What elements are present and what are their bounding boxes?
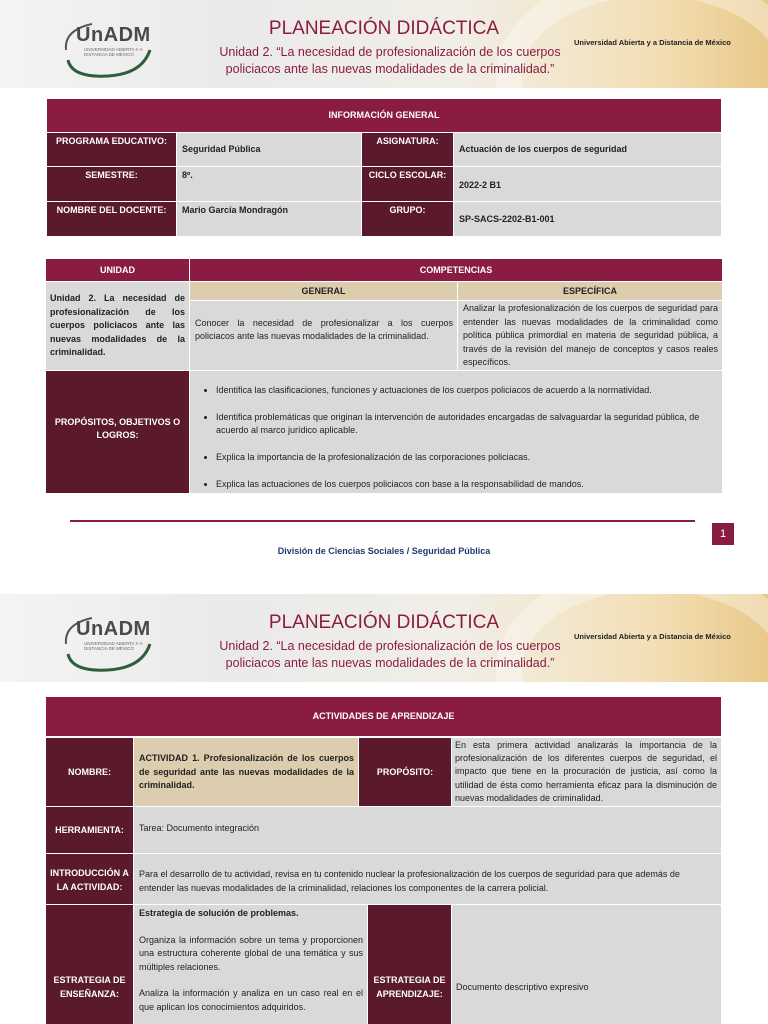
university-name: Universidad Abierta y a Distancia de México — [574, 632, 731, 641]
asignatura-label: ASIGNATURA: — [362, 133, 453, 166]
proposito-value: En esta primera actividad analizarás la importancia de la profesionalización de los diferentes cuerpos de seguridad, el impacto que tiene en la procuración de justicia, así como la utilidad de ésta como herramienta eficaz para la disminución de nuevas modalidades de criminalidad. — [452, 738, 721, 806]
docente-value: Mario García Mondragón — [177, 202, 361, 236]
propositos-list — [190, 384, 722, 491]
grupo-value: SP-SACS-2202-B1-001 — [454, 202, 721, 236]
grupo-label: GRUPO: — [362, 202, 453, 236]
asignatura-value: Actuación de los cuerpos de seguridad — [454, 133, 721, 166]
herramienta-value: Tarea: Documento integración — [134, 807, 721, 853]
aprendizaje-label: ESTRATEGIA DE APRENDIZAJE: — [368, 905, 451, 1024]
ensenanza-title: Estrategia de solución de problemas. — [139, 908, 299, 918]
list-item: • Identifica problemáticas que originan la intervención de autoridades encargadas de salvaguardar la seguridad pública, de acuerdo al marco jurídico aplicable. — [216, 411, 722, 437]
page-header-banner — [0, 594, 768, 682]
intro-value: Para el desarrollo de tu actividad, revisa en tu contenido nuclear la profesionalización de los cuerpos de seguridad para que además de entender las nuevas modalidades de la criminalidad, relaciones los componentes de la carrera policial. — [134, 854, 721, 904]
ensenanza-label: ESTRATEGIA DE ENSEÑANZA: — [46, 905, 133, 1024]
especifica-heading: ESPECÍFICA — [458, 282, 722, 300]
ciclo-value: 2022-2 B1 — [454, 167, 721, 201]
general-text: Conocer la necesidad de profesionalizar a los cuerpos policiacos ante las nuevas modalidades de la criminalidad. — [190, 301, 457, 370]
docente-label: NOMBRE DEL DOCENTE: — [47, 202, 176, 236]
ciclo-label: CICLO ESCOLAR: — [362, 167, 453, 201]
logo-text: UnADM — [76, 24, 151, 46]
footer-divider — [70, 520, 695, 522]
programa-label: PROGRAMA EDUCATIVO: — [47, 133, 176, 166]
logo-subtext: UNIVERSIDAD ABIERTA Y A DISTANCIA DE MÉXICO — [84, 47, 143, 57]
proposito-label: PROPÓSITO: — [359, 738, 451, 806]
programa-value: Seguridad Pública — [177, 133, 361, 166]
aprendizaje-value: Documento descriptivo expresivo — [452, 905, 721, 1024]
page-title: PLANEACIÓN DIDÁCTICA — [268, 18, 500, 39]
info-heading: INFORMACIÓN GENERAL — [47, 99, 721, 132]
university-name: Universidad Abierta y a Distancia de México — [574, 38, 731, 47]
competencias-heading: COMPETENCIAS — [190, 259, 722, 281]
list-item: • Identifica las clasificaciones, funciones y actuaciones de los cuerpos policiacos de acuerdo a la normatividad. — [216, 384, 722, 397]
page-2 — [0, 594, 768, 1024]
actividades-heading: ACTIVIDADES DE APRENDIZAJE — [46, 697, 721, 736]
page-subtitle: Unidad 2. “La necesidad de profesionalización de los cuerpos policiacos ante las nuevas modalidades de la criminalidad.” — [219, 45, 561, 76]
nombre-value: ACTIVIDAD 1. Profesionalización de los cuerpos de seguridad ante las nuevas modalidades de la criminalidad. — [134, 738, 358, 806]
unidad-heading: UNIDAD — [46, 259, 189, 281]
propositos-label: PROPÓSITOS, OBJETIVOS O LOGROS: — [46, 371, 189, 493]
herramienta-label: HERRAMIENTA: — [46, 807, 133, 853]
logo-subtext: UNIVERSIDAD ABIERTA Y A DISTANCIA DE MÉXICO — [84, 641, 143, 651]
page-number: 1 — [712, 523, 734, 545]
list-item: • Explica las actuaciones de los cuerpos policiacos con base a la responsabilidad de mandos. — [216, 478, 722, 491]
footer-division: División de Ciencias Sociales / Seguridad Pública — [277, 546, 491, 556]
page-header-banner — [0, 0, 768, 88]
page-title: PLANEACIÓN DIDÁCTICA — [268, 612, 500, 633]
semestre-label: SEMESTRE: — [47, 167, 176, 201]
intro-label: INTRODUCCIÓN A LA ACTIVIDAD: — [46, 854, 133, 904]
nombre-label: NOMBRE: — [46, 738, 133, 806]
semestre-value: 8º. — [177, 167, 361, 201]
ensenanza-cell — [134, 905, 367, 1024]
unidad-text: Unidad 2. La necesidad de profesionalización de los cuerpos policiacos ante las nuevas modalidades de la criminalidad. — [46, 282, 189, 370]
logo-text: UnADM — [76, 618, 151, 640]
list-item: • Explica la importancia de la profesionalización de las corporaciones policiacas. — [216, 451, 722, 464]
ensenanza-paragraph: Organiza la información sobre un tema y proporcionen una estructura coherente global de una temática y sus múltiples relaciones. — [139, 934, 363, 972]
especifica-text: Analizar la profesionalización de los cuerpos de seguridad para entender las nuevas modalidades de la criminalidad como política pública primordial en materia de seguridad pública, a través de la revisión del manejo de conceptos y casos reales específicos. — [458, 301, 722, 370]
ensenanza-paragraph: Analiza la información y analiza en un caso real en el que aplican los conocimientos adquiridos. — [139, 988, 363, 1012]
general-heading: GENERAL — [190, 282, 457, 300]
propositos-list-cell — [190, 371, 722, 493]
page-subtitle: Unidad 2. “La necesidad de profesionalización de los cuerpos policiacos ante las nuevas modalidades de la criminalidad.” — [219, 639, 561, 670]
